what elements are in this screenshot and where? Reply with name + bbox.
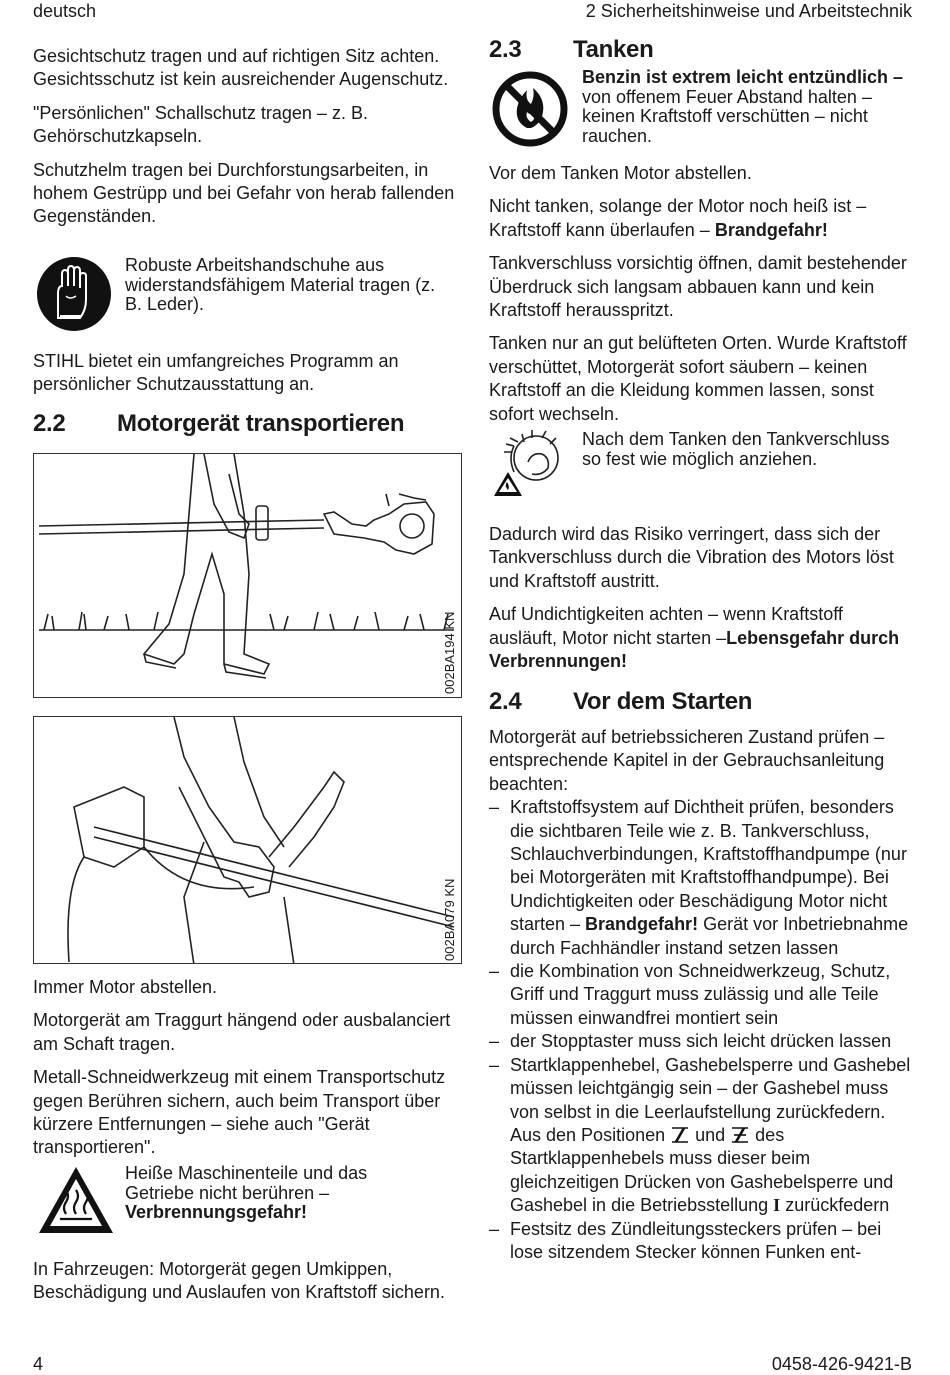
fuel-warning-text	[582, 68, 912, 146]
section-number: 2.4	[489, 688, 522, 715]
list-item: – Festsitz des Zündleitungssteckers prüfen – bei lose sitzendem Stecker können Funken ent-	[489, 1218, 882, 1262]
list-item: – Kraftstoffsystem auf Dichtheit prüfen, besonders die sichtbaren Teile wie z. B. Tankverschluss, Schlauchverbindungen, Kraftstoffhandpumpe (nur bei Motorgeräten mit Kraftstoffhandpumpe). Bei Undichtigkeiten oder Beschädigung Motor nicht starten – Brandgefahr! Gerät vor Inbetriebnahme durch Fachhändler instand setzen lassen	[489, 797, 909, 958]
header-chapter: 2 Sicherheitshinweise und Arbeitstechnik	[585, 1, 912, 21]
list-item: – Startklappenhebel, Gashebelsperre und Gashebel müssen leichtgängig sein – der Gashebel muss von selbst in die Leerlaufstellung zurückfedern. Aus den Positionen und des Startklappenhebels muss dieser beim gleichzeitigen Drücken von Gashebelsperre und Gashebel in die Betriebsstellung I zurückfedern	[489, 1054, 911, 1216]
vibration-risk-text: Dadurch wird das Risiko verringert, dass sich der Tankverschluss durch die Vibration des Motors löst und Kraftstoff austritt.	[489, 524, 894, 591]
fire-hazard-label: Brandgefahr!	[714, 219, 828, 240]
hot-surface-warning-icon	[36, 1164, 116, 1236]
hot-parts-text	[125, 1164, 435, 1223]
pre-start-checklist	[489, 726, 914, 1264]
hearing-protection-text: "Persönlichen" Schallschutz tragen – z. B. Gehörschutzkapseln.	[33, 102, 368, 147]
list-item: – die Kombination von Schneidwerkzeug, Schutz, Griff und Traggurt muss zulässig und alle Teile müssen einwandfrei montiert sein	[489, 961, 891, 1028]
choke-warm-start-icon	[730, 1126, 750, 1144]
figure-carry-harness	[33, 716, 462, 964]
leak-instructions	[489, 523, 914, 673]
transport-guard-text: Metall-Schneidwerkzeug mit einem Transportschutz gegen Berühren sichern, auch beim Transport über kürzere Entfernungen – siehe auch "Gerät transportieren".	[33, 1067, 446, 1158]
stop-engine-text: Vor dem Tanken Motor abstellen.	[489, 163, 752, 183]
tighten-cap-text: Nach dem Tanken den Tankverschluss so fest wie möglich anziehen.	[582, 429, 890, 469]
section-title: Motorgerät transportieren	[117, 410, 405, 437]
carry-shaft-illustration	[34, 454, 462, 698]
ppe-program-text: STIHL bietet ein umfangreiches Programm an persönlicher Schutzausstattung an.	[33, 351, 399, 395]
section-title: Vor dem Starten	[573, 688, 753, 715]
refuel-instructions	[489, 162, 914, 426]
fire-hazard-label: Brandgefahr!	[585, 914, 699, 935]
tank-cap-open-text: Tankverschluss vorsichtig öffnen, damit bestehender Überdruck sich langsam abbauen kann und kein Kraftstoff herausspritzt.	[489, 253, 907, 321]
header-language: deutsch	[33, 1, 97, 21]
document-code: 0458-426-9421-B	[771, 1354, 912, 1374]
engine-stop-text: Immer Motor abstellen.	[33, 977, 218, 997]
safe-condition-text: Motorgerät auf betriebssicheren Zustand prüfen – entsprechende Kapitel in der Gebrauchsanleitung beachten:	[489, 727, 885, 794]
section-title: Tanken	[573, 36, 654, 63]
carry-text: Motorgerät am Traggurt hängend oder ausbalanciert am Schaft tragen.	[33, 1010, 451, 1054]
gloves-text: Robuste Arbeitshandschuhe aus widerstandsfähigem Material tragen (z. B. Leder).	[125, 255, 436, 314]
carry-harness-illustration	[34, 717, 462, 964]
hot-engine-text: Nicht tanken, solange der Motor noch heiß ist – Kraftstoff kann überlaufen – Brandgefahr!	[489, 196, 867, 240]
gloves-icon	[36, 256, 112, 332]
figure2-code: 002BA079 KN	[442, 878, 457, 961]
tighten-tank-cap-icon	[492, 428, 568, 498]
run-position-symbol: I	[773, 1195, 781, 1216]
section-number: 2.2	[33, 410, 66, 437]
left-transport-text	[33, 976, 458, 1160]
section-heading-2-3	[489, 36, 653, 64]
life-danger-label: Lebensgefahr durch Verbrennungen!	[489, 627, 900, 672]
section-number: 2.3	[489, 36, 522, 63]
section-heading-2-4	[489, 688, 752, 716]
figure-carry-shaft	[33, 453, 462, 698]
left-intro	[33, 45, 458, 229]
hot-parts-warning: Heiße Maschinenteile und das Getriebe nicht berühren –	[125, 1163, 368, 1203]
burn-hazard-label: Verbrennungsgefahr!	[125, 1202, 308, 1222]
ventilated-place-text: Tanken nur an gut belüfteten Orten. Wurde Kraftstoff verschüttet, Motorgerät sofort säubern – keinen Kraftstoff an die Kleidung kommen lassen, sonst sofort wechseln.	[489, 333, 907, 424]
choke-closed-icon	[670, 1126, 690, 1144]
face-protection-text: Gesichtschutz tragen und auf richtigen Sitz achten. Gesichtsschutz ist kein ausreichender Augenschutz.	[33, 46, 449, 90]
figure1-code: 002BA194 KN	[442, 611, 457, 694]
helmet-text: Schutzhelm tragen bei Durchforstungsarbeiten, in hohem Gestrüpp und bei Gefahr von herab fallenden Gegenständen.	[33, 159, 455, 227]
page-number: 4	[33, 1354, 44, 1374]
list-item: – der Stopptaster muss sich leicht drücken lassen	[489, 1031, 892, 1052]
no-open-flame-icon	[491, 70, 569, 148]
section-heading-2-2	[33, 410, 404, 438]
vehicle-transport-text: In Fahrzeugen: Motorgerät gegen Umkippen, Beschädigung und Auslaufen von Kraftstoff sichern.	[33, 1259, 445, 1303]
fuel-flammable-label: Benzin ist extrem leicht entzündlich –	[582, 67, 904, 87]
leak-check-text: Auf Undichtigkeiten achten – wenn Kraftstoff ausläuft, Motor nicht starten –Lebensgefahr durch Verbrennungen!	[489, 604, 900, 672]
fuel-warning-detail: von offenem Feuer Abstand halten – keinen Kraftstoff verschütten – nicht rauchen.	[582, 86, 872, 146]
